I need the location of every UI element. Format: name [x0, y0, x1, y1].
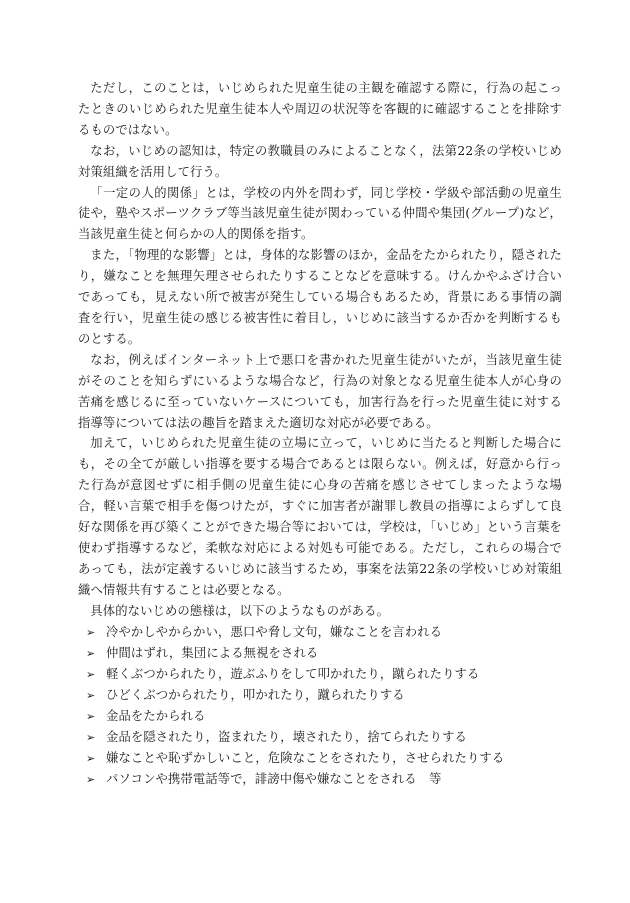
list-item [78, 727, 562, 748]
list-item-text: 冷やかしやからかい，悪口や脅し文句，嫌なことを言われる [106, 624, 443, 639]
arrow-bullet-icon: ➢ [86, 709, 96, 723]
list-item-text: 仲間はずれ，集団による無視をされる [106, 645, 319, 660]
list-item [78, 685, 562, 706]
list-item [78, 643, 562, 664]
paragraph-subjective-check: ただし，このことは，いじめられた児童生徒の主観を確認する際に，行為の起こったときのいじめられた児童生徒本人や周辺の状況等を客観的に確認することを排除するものではない。 [78, 81, 562, 137]
list-item [78, 664, 562, 685]
list-item-text: 金品を隠されたり，盗まれたり，壊されたり，捨てられたりする [106, 729, 467, 744]
list-item-text: パソコンや携帯電話等で，誹謗中傷や嫌なことをされる 等 [106, 771, 442, 786]
arrow-bullet-icon: ➢ [86, 688, 96, 702]
arrow-bullet-icon: ➢ [86, 646, 96, 660]
document-page [78, 78, 562, 790]
paragraph-physical-impact: また，「物理的な影響」とは，身体的な影響のほか，金品をたかられたり，隠されたり，嫌なことを無理矢理させられたりすることなどを意味する。けんかやふざけ合いであっても，見えない所で被害が発生している場合もあるため，背景にある事情の調査を行い，児童生徒の感じる被害性に着目し，いじめに該当するか否かを判断するものとする。 [78, 248, 562, 346]
list-item-text: ひどくぶつかられたり，叩かれたり，蹴られたりする [106, 687, 405, 702]
list-item [78, 706, 562, 727]
list-item-text: 金品をたかられる [106, 708, 206, 723]
list-item [78, 769, 562, 790]
paragraph-human-relations: 「一定の人的関係」とは，学校の内外を問わず，同じ学校・学級や部活動の児童生徒や，塾やスポーツクラブ等当該児童生徒が関わっている仲間や集団(グループ)など，当該児童生徒と何らかの人的関係を指す。 [78, 185, 562, 242]
arrow-bullet-icon: ➢ [86, 730, 96, 744]
paragraph-guidance: 加えて，いじめられた児童生徒の立場に立って，いじめに当たると判断した場合にも，その全てが厳しい指導を要する場合であるとは限らない。例えば，好意から行った行為が意図せずに相手側の児童生徒に心身の苦痛を感じさせてしまったような場合，軽い言葉で相手を傷つけたが，すぐに加害者が謝罪し教員の指導によらずして良好な関係を再び築くことができた場合等においては，学校は，「いじめ」という言葉を使わず指導するなど，柔軟な対応による対処も可能である。ただし，これらの場合であっても，法が定義するいじめに該当するため，事案を法第22条の学校いじめ対策組織へ情報共有することは必要となる。 [78, 436, 562, 597]
paragraph-internet-case: なお，例えばインターネット上で悪口を書かれた児童生徒がいたが，当該児童生徒がそのことを知らずにいるような場合など，行為の対象となる児童生徒本人が心身の苦痛を感じるに至っていないケースについても，加害行為を行った児童生徒に対する指導等については法の趣旨を踏まえた適切な対応が必要である。 [78, 352, 562, 430]
paragraph-recognition: なお，いじめの認知は，特定の教職員のみによることなく，法第22条の学校いじめ対策組織を活用して行う。 [78, 143, 562, 179]
arrow-bullet-icon: ➢ [86, 625, 96, 639]
bullying-examples-list [78, 622, 562, 790]
list-item-text: 軽くぶつかられたり，遊ぶふりをして叩かれたり，蹴られたりする [106, 666, 480, 681]
arrow-bullet-icon: ➢ [86, 667, 96, 681]
list-item-text: 嫌なことや恥ずかしいこと，危険なことをされたり，させられたりする [106, 750, 505, 765]
paragraph-list-intro: 具体的ないじめの態様は，以下のようなものがある。 [90, 603, 390, 618]
arrow-bullet-icon: ➢ [86, 772, 96, 786]
list-item [78, 748, 562, 769]
list-item [78, 622, 562, 643]
arrow-bullet-icon: ➢ [86, 751, 96, 765]
